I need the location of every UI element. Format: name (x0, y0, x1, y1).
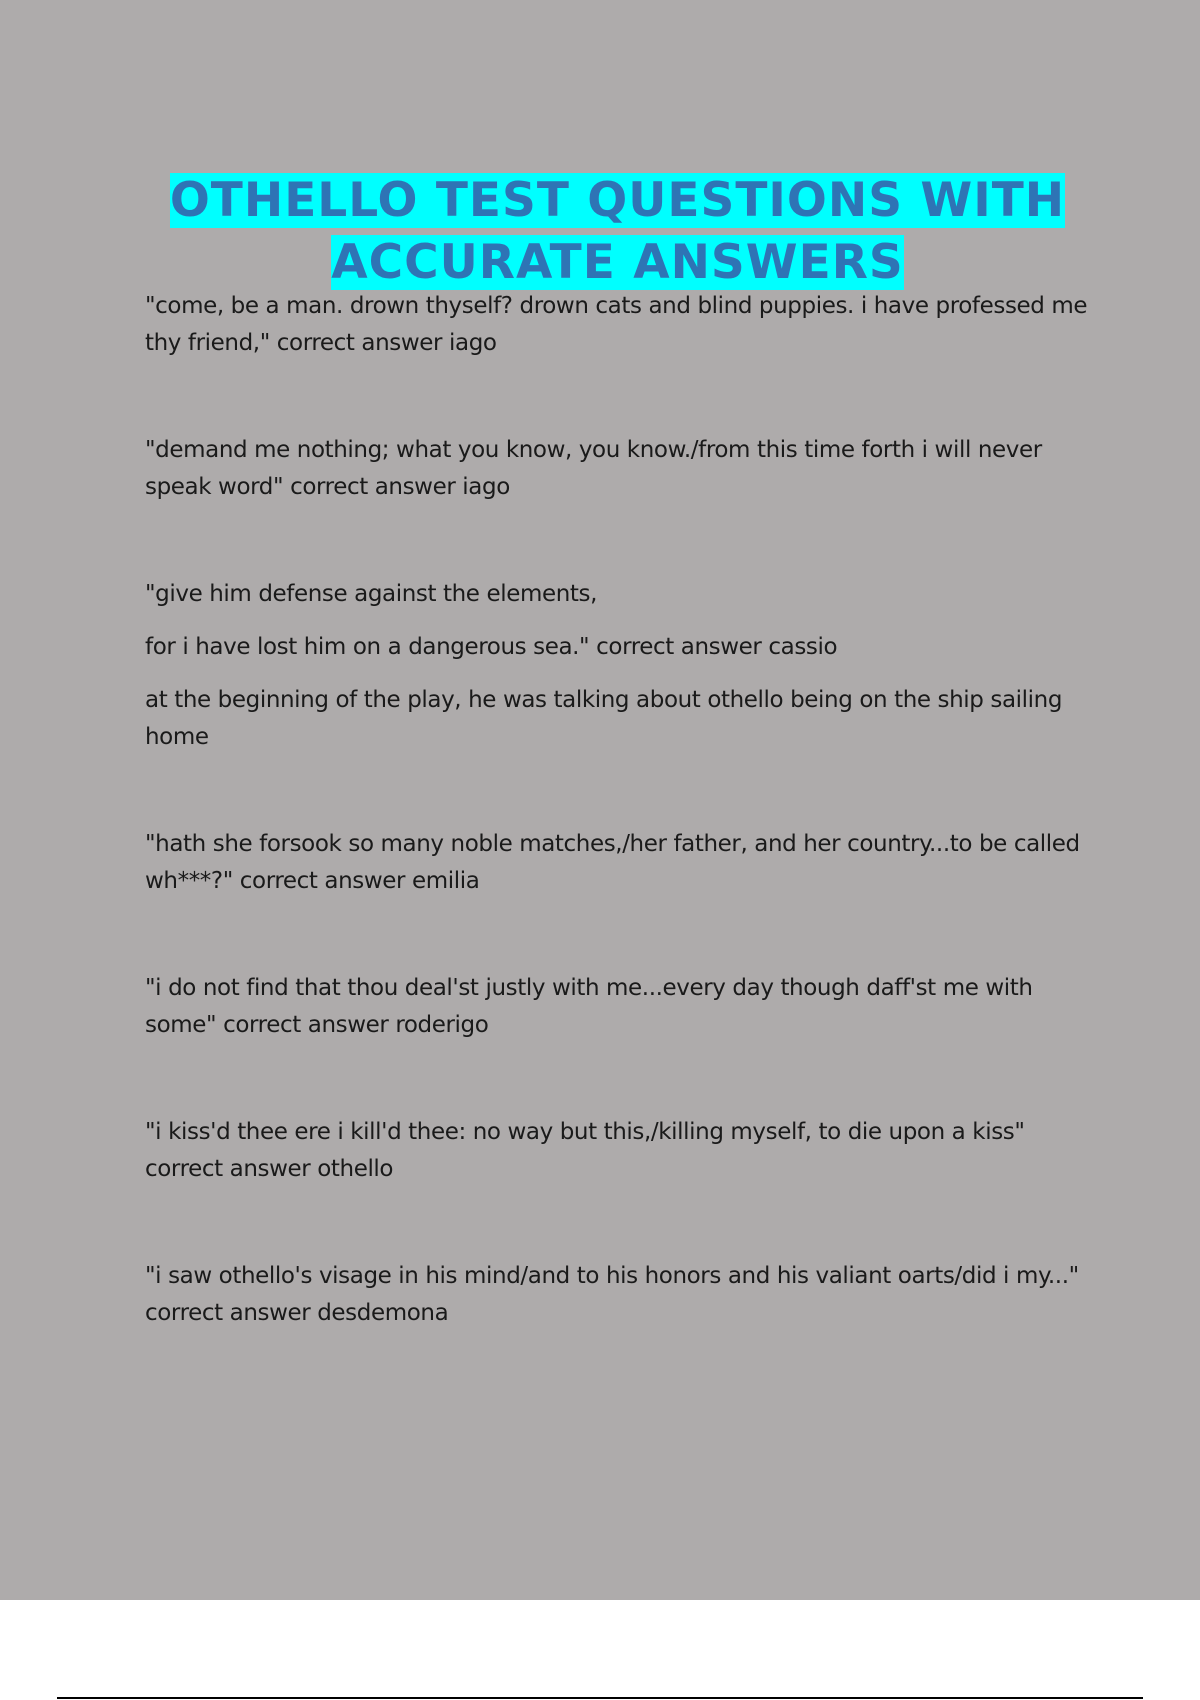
paragraph-4: for i have lost him on a dangerous sea." correct answer cassio (145, 634, 838, 660)
paragraph-6: "hath she forsook so many noble matches,/her father, and her country...to be called wh***?" correct answer emilia (145, 831, 1080, 894)
paragraph-2: "demand me nothing; what you know, you know./from this time forth i will never speak word" correct answer iago (145, 437, 1042, 500)
paragraph-5: at the beginning of the play, he was talking about othello being on the ship sailing home (145, 687, 1063, 750)
document-title (100, 170, 1135, 294)
paragraph-9: "i saw othello's visage in his mind/and to his honors and his valiant oarts/did i my..." correct answer desdemona (145, 1263, 1079, 1326)
paragraph-7: "i do not find that thou deal'st justly with me...every day though daff'st me with some" correct answer roderigo (145, 975, 1033, 1038)
paragraph-8: "i kiss'd thee ere i kill'd thee: no way but this,/killing myself, to die upon a kiss" correct answer othello (145, 1119, 1025, 1182)
document-body (145, 288, 1090, 1332)
document-title-text: OTHELLO TEST QUESTIONS WITH ACCURATE ANSWERS (169, 173, 1066, 290)
paragraph-1: "come, be a man. drown thyself? drown cats and blind puppies. i have professed me thy friend," correct answer iago (145, 293, 1088, 356)
paragraph-3: "give him defense against the elements, (145, 581, 598, 607)
footer-divider (57, 1697, 1143, 1699)
